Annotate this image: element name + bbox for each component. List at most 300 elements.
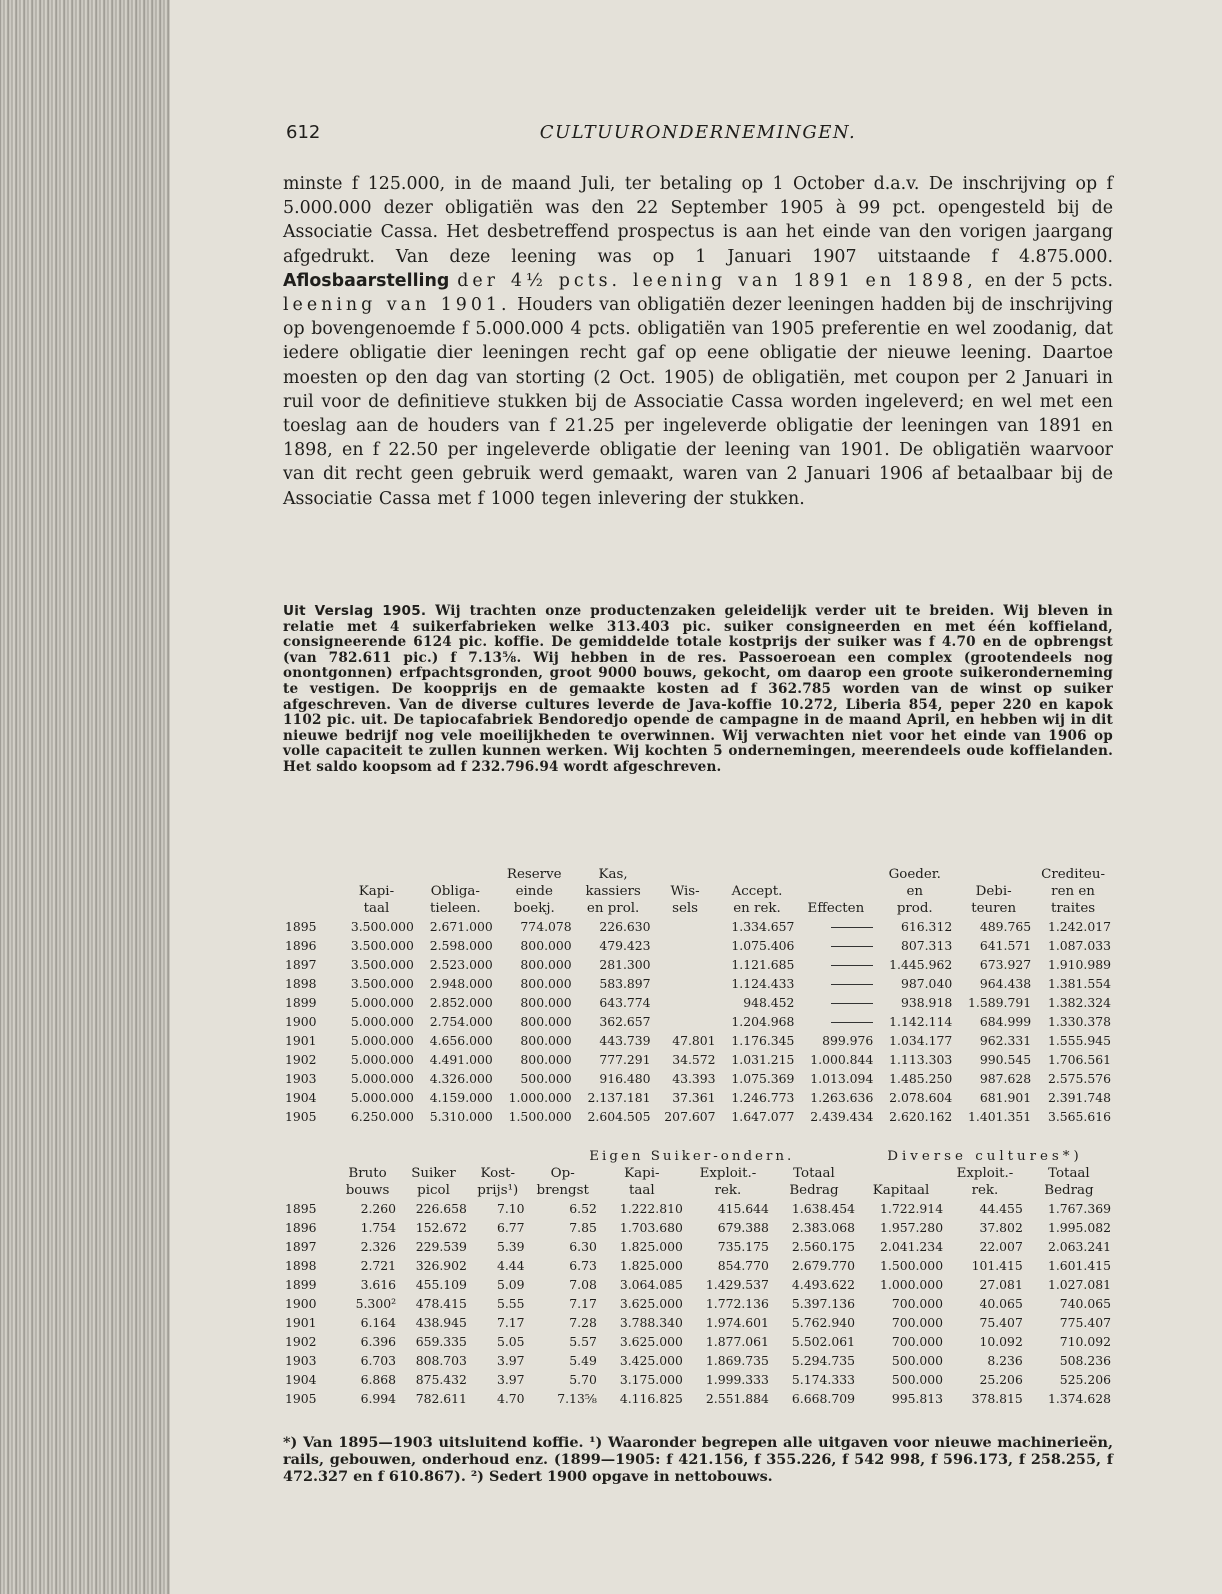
table-cell: 2.063.241	[1047, 1239, 1111, 1254]
table-cell: 4.491.000	[429, 1052, 493, 1067]
table-cell: 1.382.324	[1047, 995, 1111, 1010]
table-cell: 500.000	[520, 1071, 572, 1086]
table-cell: 7.10	[496, 1201, 525, 1216]
table-cell: 5.000.000	[350, 1014, 414, 1029]
table-cell: 1.176.345	[731, 1033, 795, 1048]
column-header: prijs¹)	[477, 1183, 519, 1198]
body-text	[283, 172, 1113, 511]
table-cell: 1.500.000	[508, 1109, 572, 1124]
column-header	[718, 866, 797, 883]
table-cell: 2.560.175	[791, 1239, 855, 1254]
table-cell: 774.078	[520, 919, 572, 934]
column-header: tieleen.	[430, 901, 481, 916]
table-cell: 6.250.000	[350, 1109, 414, 1124]
table-cell: 1.485.250	[889, 1071, 953, 1086]
table-cell: 75.407	[979, 1315, 1023, 1330]
table-cell	[796, 955, 875, 974]
table-cell: 378.815	[971, 1391, 1023, 1406]
table-cell: 500.000	[891, 1372, 944, 1387]
table-row	[283, 1313, 1113, 1332]
table-cell: 1.263.636	[810, 1090, 874, 1105]
paragraph-2: Houders van obligatiën dezer leeningen hadden bij de inschrijving op bovengenoemde f 5.000.000 4 pcts. obligatiën van 1905 preferentie en wel zoodanig, dat iedere obligatie dier leeningen recht gaf op eene obligatie der nieuwe leening. Daartoe moesten op den dag van storting (2 Oct. 1905) de obligatiën, met coupon per 2 Januari in ruil voor de definitieve stukken bij de Associatie Cassa worden ingeleverd; en wel met een toeslag aan de houders van f 21.25 per ingeleverde obligatie der leeningen van 1891 en 1898, en f 22.50 per ingeleverde obligatie der leening van 1901. De obligatiën waarvoor van dit recht geen gebruik werd gemaakt, waren van 2 Januari 1906 af betaalbaar bij de Associatie Cassa met f 1000 tegen inlevering der stukken.	[283, 295, 1113, 509]
table-cell: 6.703	[360, 1353, 397, 1368]
production-table	[283, 1148, 1113, 1408]
table-cell: 673.927	[979, 957, 1032, 972]
column-header: Wis-	[670, 884, 700, 899]
table-cell: 1.000.000	[508, 1090, 572, 1105]
table-cell: 2.383.068	[791, 1220, 855, 1235]
table-cell: 4.44	[496, 1258, 525, 1273]
table-cell: 679.388	[717, 1220, 769, 1235]
book-spine-edges	[0, 0, 170, 1594]
table-cell: 7.17	[569, 1296, 597, 1311]
table-cell: 5.294.735	[791, 1353, 855, 1368]
column-header: Totaal	[1048, 1166, 1090, 1181]
table-cell: 700.000	[891, 1296, 944, 1311]
table-row	[283, 1218, 1113, 1237]
table-row	[283, 1012, 1113, 1031]
table-cell: 800.000	[520, 938, 572, 953]
table-cell: 4.116.825	[619, 1391, 683, 1406]
year-cell: 1901	[285, 1033, 317, 1048]
table-cell: 5.09	[496, 1277, 525, 1292]
table-cell: 500.000	[891, 1353, 944, 1368]
column-header: sels	[672, 901, 699, 916]
column-header	[857, 1165, 945, 1182]
table-cell: 740.065	[1059, 1296, 1111, 1311]
table-cell: 3.625.000	[619, 1334, 683, 1349]
table-row	[283, 993, 1113, 1012]
column-header	[796, 866, 875, 883]
table-cell: 489.765	[979, 919, 1032, 934]
table-cell: 1.031.215	[731, 1052, 795, 1067]
table-cell: 782.611	[415, 1391, 467, 1406]
table-cell: 443.739	[599, 1033, 651, 1048]
report-section	[283, 604, 1113, 776]
column-header: Bedrag	[1044, 1183, 1094, 1198]
column-header: Kapitaal	[872, 1183, 930, 1198]
table-cell: 684.999	[979, 1014, 1032, 1029]
column-header	[283, 866, 337, 883]
table-cell: 1.825.000	[619, 1258, 683, 1273]
table-cell: 1.772.136	[705, 1296, 769, 1311]
table-cell: 1.034.177	[889, 1033, 953, 1048]
table-cell: 5.000.000	[350, 995, 414, 1010]
table-cell: 641.571	[979, 938, 1032, 953]
table-cell: 3.97	[496, 1372, 525, 1387]
column-header: Obliga-	[430, 884, 480, 899]
dash-mark	[831, 984, 873, 985]
table-cell	[653, 917, 718, 936]
aflossing-text-3: leening van 1901.	[283, 295, 511, 316]
table-cell: 1.722.914	[880, 1201, 944, 1216]
table-cell: 3.616	[360, 1277, 397, 1292]
table-cell: 1.246.773	[731, 1090, 795, 1105]
aflossing-text-1: der 4½ pcts. leening van 1891 en 1898,	[457, 270, 977, 291]
table-cell: 1.075.369	[731, 1071, 795, 1086]
column-header: Bedrag	[789, 1183, 839, 1198]
table-cell: 700.000	[891, 1315, 944, 1330]
table-cell	[653, 974, 718, 993]
table-cell: 1.869.735	[705, 1353, 769, 1368]
table-cell: 508.236	[1059, 1353, 1111, 1368]
column-header	[653, 866, 718, 883]
column-header: brengst	[536, 1183, 589, 1198]
header-row-bottom	[283, 1182, 1113, 1199]
table-cell: 735.175	[717, 1239, 769, 1254]
column-header: rek.	[971, 1183, 999, 1198]
table-cell: 2.852.000	[429, 995, 493, 1010]
table-cell: 2.598.000	[429, 938, 493, 953]
table-cell: 2.041.234	[880, 1239, 944, 1254]
column-header: kassiers	[585, 884, 641, 899]
column-header: Kost-	[480, 1166, 515, 1181]
table-cell: 800.000	[520, 957, 572, 972]
table-cell: 5.39	[496, 1239, 525, 1254]
column-header	[954, 866, 1033, 883]
table-cell: 438.945	[415, 1315, 467, 1330]
table-cell: 1.222.810	[619, 1201, 683, 1216]
table-cell	[796, 993, 875, 1012]
year-cell: 1895	[285, 1201, 317, 1216]
table-cell: 6.868	[360, 1372, 397, 1387]
table-cell: 5.55	[496, 1296, 525, 1311]
table-cell: 226.658	[415, 1201, 467, 1216]
table-cell: 800.000	[520, 1052, 572, 1067]
table-cell: 1.555.945	[1047, 1033, 1111, 1048]
table-cell: 2.575.576	[1047, 1071, 1111, 1086]
column-header: Bruto	[348, 1166, 387, 1181]
table-cell: 3.064.085	[619, 1277, 683, 1292]
column-header: en	[906, 884, 924, 899]
column-header: Goeder.	[888, 867, 941, 882]
table-cell: 990.545	[979, 1052, 1032, 1067]
table-cell: 1.767.369	[1047, 1201, 1111, 1216]
table-row	[283, 1050, 1113, 1069]
table-cell: 2.604.505	[587, 1109, 651, 1124]
column-header	[416, 866, 495, 883]
table-cell: 2.679.770	[791, 1258, 855, 1273]
table-cell: 5.000.000	[350, 1033, 414, 1048]
table-cell: 6.668.709	[791, 1391, 855, 1406]
table-cell: 44.455	[979, 1201, 1023, 1216]
table-cell: 5.000.000	[350, 1071, 414, 1086]
table-cell: 6.77	[496, 1220, 525, 1235]
table-cell: 875.432	[415, 1372, 467, 1387]
table-cell: 854.770	[717, 1258, 769, 1273]
table-cell: 2.439.434	[810, 1109, 874, 1124]
table-cell: 2.391.748	[1047, 1090, 1111, 1105]
table-cell: 281.300	[599, 957, 651, 972]
aflossing-heading: Aflosbaarstelling	[283, 270, 450, 291]
table-cell: 415.644	[717, 1201, 769, 1216]
year-cell: 1904	[285, 1090, 317, 1105]
header-row-mid	[283, 883, 1113, 900]
year-cell: 1899	[285, 1277, 317, 1292]
table-cell: 964.438	[979, 976, 1032, 991]
table-cell: 1.957.280	[880, 1220, 944, 1235]
table-cell: 616.312	[900, 919, 953, 934]
table-cell: 1.500.000	[880, 1258, 944, 1273]
column-header: taal	[629, 1183, 655, 1198]
dash-mark	[831, 1003, 873, 1004]
column-header: picol	[417, 1183, 450, 1198]
column-header: teuren	[971, 901, 1017, 916]
table-cell: 1.999.333	[705, 1372, 769, 1387]
table-cell: 1.087.033	[1047, 938, 1111, 953]
table-cell: 2.721	[360, 1258, 397, 1273]
table-cell	[653, 1012, 718, 1031]
table-row	[283, 1294, 1113, 1313]
table-cell: 807.313	[900, 938, 953, 953]
year-cell: 1905	[285, 1391, 317, 1406]
table-cell: 22.007	[979, 1239, 1023, 1254]
table-cell: 226.630	[599, 919, 651, 934]
report-heading: Uit Verslag 1905.	[283, 603, 427, 619]
column-header: Kas,	[598, 867, 628, 882]
table-cell: 1.401.351	[968, 1109, 1032, 1124]
table-cell: 4.493.622	[791, 1277, 855, 1292]
table-cell: 2.948.000	[429, 976, 493, 991]
table-cell: 1.381.554	[1047, 976, 1111, 991]
table-cell: 1.706.561	[1047, 1052, 1111, 1067]
dash-mark	[831, 965, 873, 966]
column-header: ren en	[1051, 884, 1095, 899]
table-cell: 455.109	[415, 1277, 467, 1292]
table-cell: 1.121.685	[731, 957, 795, 972]
table-cell: 800.000	[520, 1014, 572, 1029]
year-cell: 1900	[285, 1014, 317, 1029]
table-cell: 6.73	[569, 1258, 597, 1273]
year-cell: 1905	[285, 1109, 317, 1124]
table-cell: 3.500.000	[350, 938, 414, 953]
year-cell: 1896	[285, 938, 317, 953]
table-cell: 3.500.000	[350, 919, 414, 934]
table-cell: 1.877.061	[705, 1334, 769, 1349]
table-cell: 3.788.340	[619, 1315, 683, 1330]
table-cell: 229.539	[415, 1239, 467, 1254]
table-cell: 25.206	[979, 1372, 1023, 1387]
table-cell	[796, 974, 875, 993]
column-header: einde	[515, 884, 553, 899]
table-cell: 1.638.454	[791, 1201, 855, 1216]
header-row-mid	[283, 1165, 1113, 1182]
table-cell: 800.000	[520, 1033, 572, 1048]
table-cell: 10.092	[979, 1334, 1023, 1349]
table-cell: 5.49	[569, 1353, 597, 1368]
table-cell: 6.164	[360, 1315, 397, 1330]
table-cell: 1.124.433	[731, 976, 795, 991]
table-cell: 152.672	[415, 1220, 467, 1235]
table-cell: 207.607	[664, 1109, 716, 1124]
column-header: Effecten	[807, 901, 865, 916]
table-cell: 5.57	[569, 1334, 597, 1349]
year-cell: 1896	[285, 1220, 317, 1235]
table-cell	[653, 955, 718, 974]
table-cell: 479.423	[599, 938, 651, 953]
table-cell: 2.260	[360, 1201, 397, 1216]
table-cell: 4.159.000	[429, 1090, 493, 1105]
table-cell: 1.000.000	[880, 1277, 944, 1292]
table-cell: 1.334.657	[731, 919, 795, 934]
table-cell: 899.976	[822, 1033, 874, 1048]
group-header-row	[283, 1148, 1113, 1165]
table-row	[283, 917, 1113, 936]
column-header: taal	[363, 901, 390, 916]
table-cell: 5.397.136	[791, 1296, 855, 1311]
table-cell: 4.326.000	[429, 1071, 493, 1086]
column-header: Exploit.-	[699, 1166, 757, 1181]
column-header	[796, 883, 875, 900]
table-cell: 1.429.537	[705, 1277, 769, 1292]
table-cell: 2.137.181	[587, 1090, 651, 1105]
table-cell	[653, 993, 718, 1012]
table-cell	[796, 917, 875, 936]
column-header: Kapi-	[624, 1166, 660, 1181]
table-cell: 3.500.000	[350, 976, 414, 991]
table-cell: 27.081	[979, 1277, 1023, 1292]
year-cell: 1895	[285, 919, 317, 934]
column-header: Crediteu-	[1041, 867, 1105, 882]
table-cell: 326.902	[415, 1258, 467, 1273]
table-cell: 800.000	[520, 976, 572, 991]
column-header: Reserve	[506, 867, 562, 882]
table-cell: 5.70	[569, 1372, 597, 1387]
year-cell: 1903	[285, 1353, 317, 1368]
year-cell: 1897	[285, 957, 317, 972]
year-cell: 1898	[285, 1258, 317, 1273]
table-cell: 3.425.000	[619, 1353, 683, 1368]
table-cell: 4.656.000	[429, 1033, 493, 1048]
table-cell: 6.994	[360, 1391, 397, 1406]
table-cell: 5.762.940	[791, 1315, 855, 1330]
table-cell: 362.657	[599, 1014, 651, 1029]
table-cell: 6.30	[569, 1239, 597, 1254]
table-cell: 962.331	[979, 1033, 1032, 1048]
year-cell: 1898	[285, 976, 317, 991]
report-text: Wij trachten onze productenzaken geleidelijk verder uit te breiden. Wij bleven in relatie met 4 suikerfabrieken welke 313.403 pic. suiker consigneerden en met één koffieland, consigneerende 6124 pic. koffie. De gemiddelde totale kostprijs der suiker was f 4.70 en de opbrengst (van 782.611 pic.) f 7.13⅝. Wij hebben in de res. Passoeroean een complex (grootendeels nog onontgonnen) erfpachtsgronden, groot 9000 bouws, gekocht, om daarop een groote suikeronderneming te vestigen. De koopprijs en de gemaakte kosten ad f 362.785 worden van de winst op suiker afgeschreven. Van de diverse cultures leverde de Java-koffie 10.272, Liberia 854, peper 220 en kapok 1102 pic. uit. De tapiocafabriek Bendoredjo opende de campagne in de maand April, en hebben wij in dit nieuwe bedrijf nog vele moeilijkheden te overwinnen. Wij verwachten niet voor het einde van 1906 op volle capaciteit te zullen kunnen werken. Wij kochten 5 ondernemingen, meerendeels oude koffielanden. Het saldo koopsom ad f 232.796.94 wordt afgeschreven.	[283, 603, 1114, 775]
column-header: Suiker	[411, 1166, 456, 1181]
table-cell: 101.415	[971, 1258, 1023, 1273]
table-cell	[796, 936, 875, 955]
table-row	[283, 1256, 1113, 1275]
table-cell: 5.300²	[355, 1296, 397, 1311]
table-cell: 1.142.114	[889, 1014, 953, 1029]
column-header: en prol.	[586, 901, 640, 916]
table-cell: 1.974.601	[705, 1315, 769, 1330]
table-row	[283, 1031, 1113, 1050]
year-cell: 1902	[285, 1052, 317, 1067]
table-cell: 2.078.604	[889, 1090, 953, 1105]
table-cell: 2.671.000	[429, 919, 493, 934]
table-cell: 643.774	[599, 995, 651, 1010]
paragraph-1: minste f 125.000, in de maand Juli, ter betaling op 1 October d.a.v. De inschrijving op f 5.000.000 dezer obligatiën was den 22 September 1905 à 99 pct. opengesteld bij de Associatie Cassa. Het desbetreffend prospectus is aan het einde van den vorigen jaargang afgedrukt. Van deze leening was op 1 Januari 1907 uitstaande f 4.875.000.	[283, 174, 1113, 267]
table-cell: 1.910.989	[1047, 957, 1111, 972]
column-header: traites	[1050, 901, 1096, 916]
table-cell: 3.500.000	[350, 957, 414, 972]
group-diverse-header: Diverse cultures*)	[887, 1149, 1083, 1164]
table-row	[283, 1088, 1113, 1107]
table-cell: 43.393	[672, 1071, 716, 1086]
table-cell: 4.70	[496, 1391, 525, 1406]
table-cell: 1.113.303	[889, 1052, 953, 1067]
table-cell: 1.703.680	[619, 1220, 683, 1235]
table-cell: 1.075.406	[731, 938, 795, 953]
year-cell: 1899	[285, 995, 317, 1010]
table-row	[283, 1069, 1113, 1088]
year-cell: 1904	[285, 1372, 317, 1387]
table-cell: 5.502.061	[791, 1334, 855, 1349]
table-cell: 1.754	[360, 1220, 397, 1235]
table-cell: 3.565.616	[1047, 1109, 1111, 1124]
table-cell: 7.28	[569, 1315, 597, 1330]
table-cell: 1.647.077	[731, 1109, 795, 1124]
table-row	[283, 936, 1113, 955]
table-cell: 948.452	[743, 995, 795, 1010]
table-cell: 2.523.000	[429, 957, 493, 972]
column-header: boekj.	[513, 901, 555, 916]
page-number: 612	[286, 122, 321, 143]
dash-mark	[831, 946, 873, 947]
table-cell: 1.995.082	[1047, 1220, 1111, 1235]
year-cell: 1900	[285, 1296, 317, 1311]
table-row	[283, 974, 1113, 993]
column-header	[283, 883, 337, 900]
column-header: Kapi-	[358, 884, 395, 899]
table-cell: 583.897	[599, 976, 651, 991]
column-header: Exploit.-	[956, 1166, 1014, 1181]
running-title: CULTUURONDERNEMINGEN.	[539, 122, 857, 143]
table-cell: 5.000.000	[350, 1090, 414, 1105]
table-cell: 700.000	[891, 1334, 944, 1349]
table-row	[283, 1370, 1113, 1389]
column-header: Accept.	[731, 884, 783, 899]
aflossing-text-2: en der 5 pcts.	[984, 270, 1114, 291]
table-cell: 40.065	[979, 1296, 1023, 1311]
table-row	[283, 1389, 1113, 1408]
table-cell: 5.05	[496, 1334, 525, 1349]
column-header	[283, 900, 337, 917]
column-header: Totaal	[793, 1166, 835, 1181]
year-cell: 1897	[285, 1239, 317, 1254]
table-cell: 1.330.378	[1047, 1014, 1111, 1029]
column-header: en rek.	[733, 901, 781, 916]
table-row	[283, 1275, 1113, 1294]
table-cell: 7.85	[569, 1220, 597, 1235]
column-header: bouws	[345, 1183, 390, 1198]
group-eigen-header: Eigen Suiker-ondern.	[589, 1149, 795, 1164]
dash-mark	[831, 1022, 873, 1023]
table-row	[283, 1332, 1113, 1351]
table-cell: 5.310.000	[429, 1109, 493, 1124]
table-cell: 3.175.000	[619, 1372, 683, 1387]
table-cell: 800.000	[520, 995, 572, 1010]
table-row	[283, 1107, 1113, 1126]
table-cell: 2.551.884	[705, 1391, 769, 1406]
table-cell: 808.703	[415, 1353, 467, 1368]
column-header	[337, 866, 416, 883]
table-cell: 6.396	[360, 1334, 397, 1349]
table-cell: 659.335	[415, 1334, 467, 1349]
table-cell: 1.374.628	[1047, 1391, 1111, 1406]
blank-header	[283, 1148, 527, 1165]
table-cell: 7.08	[569, 1277, 597, 1292]
footnotes: *) Van 1895—1903 uitsluitend koffie. ¹) Waaronder begrepen alle uitgaven voor nieuwe machinerieën, rails, gebouwen, onderhoud enz. (1899—1905: f 421.156, f 355.226, f 542 998, f 596.173, f 258.255, f 472.327 en f 610.867). ²) Sedert 1900 opgave in nettobouws.	[283, 1434, 1113, 1485]
table-cell: 1.242.017	[1047, 919, 1111, 934]
table-cell: 1.204.968	[731, 1014, 795, 1029]
table-cell: 1.825.000	[619, 1239, 683, 1254]
table-cell: 1.589.791	[968, 995, 1032, 1010]
